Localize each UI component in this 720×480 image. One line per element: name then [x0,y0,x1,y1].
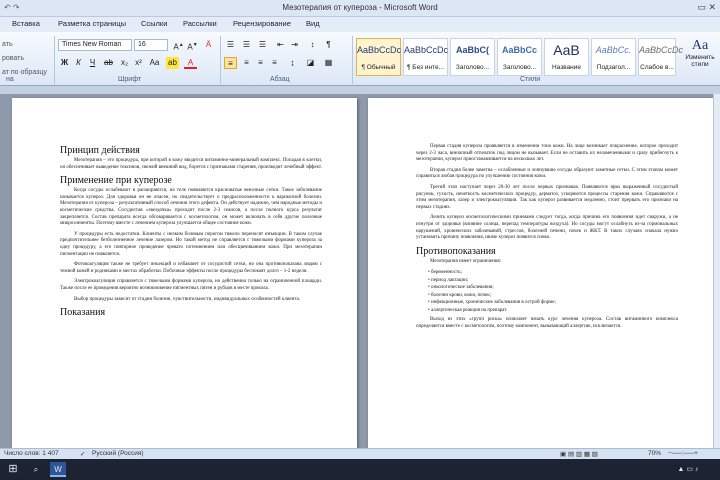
paragraph: Третий этап наступает через 20-30 лет после первых признаков. Появляются ярко выраженный сосудистый рисунок, сухость, нечеткость косметических процедур, дерматоз, ускоряются процессы старения кожи. Справляются с этим мезотерапия, лазер и электрокоагуляция. Так как купероз развивается медленно, стоит прервать его признаки на первых стадиях. [416,184,678,210]
ruler[interactable] [0,86,720,94]
tab-mailings[interactable]: Рассылки [183,19,217,28]
document-page-left[interactable] [12,98,357,448]
paragraph: Мезотерапия – это процедура, при которой в кожу вводится витаминно-минеральный комплекс. Попадая в клетки, он обеспечивает выведение токсинов, свежий внешний вид, борется с признаками старения, производит лечебный эффект. [60,158,322,170]
style-sample: AaBbCc [501,45,537,55]
word-taskbar-icon[interactable]: W [50,462,66,477]
paragraph: Вторая стадия более заметна – ослабленные и лопнувшие сосуды образуют заметные сетки. С этим этапом может справиться любая процедура по улучшению состояния кожи. [416,167,678,180]
heading: Применение при куперозе [60,175,172,187]
align-left-icon[interactable]: ≡ [224,57,237,69]
paragraph: Электрокоагуляция справляется с тяжелыми формами купероза, но действенна только на ограниченной площади. Также после ее проведения вероятно возникновение пигментных пятен и рубцов в месте прокола. [60,279,322,291]
style-name: Название [551,64,582,71]
tab-page-layout[interactable]: Разметка страницы [58,19,127,28]
divider [54,36,55,84]
start-icon[interactable]: ⊞ [8,463,18,475]
align-right-icon[interactable]: ≡ [258,58,263,67]
vertical-scrollbar[interactable] [713,94,720,448]
underline-icon[interactable]: Ч [89,58,96,67]
ribbon-tabs [0,17,720,32]
quick-access-toolbar[interactable]: ↶ ↷ [4,3,20,12]
cut-button[interactable]: ать [2,41,13,48]
highlight-icon[interactable]: ab [166,57,179,69]
style-normal[interactable] [356,38,401,76]
style-sample: AaBbCc. [595,45,632,55]
proofing-icon[interactable]: ✓ [80,451,86,458]
bullets-icon[interactable]: ☰ [226,40,235,49]
paragraph: Выход из этих «групп риска» позволяет начать курс лечения купероза. Состав витаминного комплекса определяется вместе с косметологом, поэтому компонент, вызывающий аллергию, исключается. [416,317,678,329]
paragraph: Когда сосуды ослабевают и расширяются, на теле появляются красноватые венозные сетки. Такое заболевание называется купероз. Для здоровья он не опасен, но свидетельствует о предрасположенности к варикозной болезни. Мезотерапия от купероза – результативный способ лечения этого дефекта. Он действует надежно, чем народные методы и косметические средства. Сосудистая «звездочка» проходит после 2-3 сеансов, а после полного курса результат закрепляется. Состав препарата всегда обговаривается с косметологом, он может включать в себя другие полезные микроэлементы. Поэтому вместе с лечением купероза улучшается общее состояние кожи. [60,188,322,227]
change-case-icon[interactable]: Aa [149,58,160,67]
styles-group-label: Стили [520,76,541,83]
change-styles-button[interactable] [682,38,718,76]
tab-references[interactable]: Ссылки [141,19,168,28]
list-item: • беременность; [428,269,678,277]
justify-icon[interactable]: ≡ [272,58,277,67]
change-styles-label: Изменить стили [685,54,715,68]
line-spacing-icon[interactable]: ↨ [290,58,295,67]
clear-format-icon[interactable]: Ä [205,40,212,49]
font-size-combo[interactable]: 16 [134,39,168,51]
borders-icon[interactable]: ▦ [324,58,333,67]
search-icon[interactable]: ⌕ [33,465,39,474]
numbering-icon[interactable]: ☰ [242,40,251,49]
style-name: Заголово... [455,64,490,71]
window-title: Мезотерапия от купероза - Microsoft Word [282,3,438,12]
multilevel-list-icon[interactable]: ☰ [258,40,267,49]
increase-indent-icon[interactable]: ⇥ [291,40,298,49]
tab-view[interactable]: Вид [306,19,320,28]
status-bar [0,448,720,459]
format-painter-button[interactable]: ат по образцу [2,69,47,76]
style-name: Слабое в... [640,64,674,71]
show-marks-icon[interactable]: ¶ [326,40,331,49]
change-styles-icon: Aa [691,38,709,53]
paragraph: У процедуры есть недостатки. Клиенты с низким болевым порогом тяжело переносят инъекции. В таком случае предпочтительнее безболезненное лечение лазером. Но такой метод не справляется с тяжелыми формами купероза за одну процедуру, а его повторное проведение чревато потемнением или обесцвечиванием кожи. При мезотерапии пигментации не появляется. [60,231,322,257]
superscript-icon[interactable]: x² [135,58,142,67]
copy-button[interactable]: ровать [2,55,25,62]
system-tray: ▲ ▭ ♪ [677,466,699,473]
clipboard-group-label: на [6,76,14,83]
style-sample: AaB [553,42,580,58]
list-item: • инфекционные, хронические заболевания в острой форме; [428,299,678,307]
list-item: • болезни крови, кожи, почек; [428,292,678,300]
taskbar [0,459,720,480]
language-indicator[interactable]: Русский (Россия) [92,450,144,457]
style-heading-2[interactable] [497,38,542,76]
heading: Принцип действия [60,145,140,156]
document-page-right[interactable] [368,98,713,448]
paragraph: Первая стадия купероза проявляется в изменении тона кожи. На лице возникает покраснение, которое проходит через 2-3 часа, внезапный отпечаток под лицом не вызывает. Если не оставить их незамеченными и сразу прибегнуть к мезотерапии, купероз приостанавливается на несколько лет. [416,144,678,163]
style-subtle-emphasis[interactable] [638,38,684,76]
font-name-combo[interactable]: Times New Roman [58,39,132,51]
style-title[interactable] [544,38,589,76]
subscript-icon[interactable]: x₂ [120,58,129,67]
bold-icon[interactable]: Ж [60,58,69,67]
paragraph-group-label: Абзац [270,76,290,83]
heading: Противопоказания [416,245,496,257]
paragraph: Лечить купероз косметологическими приемами следует тогда, когда причина его появления идет снаружи, а не изнутри от здоровья (влияние солнца, перепад температуры воздуха). Но сосуды могут ослабнуть из-за гормональных нарушений, хронических заболеваний, стрессов, болезней печени, почек и ЖКТ. В таких случаях сначала нужно установить причину появления, иначе купероз появится снова. [416,215,678,241]
window-controls[interactable]: ▭ ✕ [697,2,716,12]
tab-review[interactable]: Рецензирование [233,19,291,28]
style-name: ¶ Без инте... [407,64,444,71]
style-sample: AaBbCcDc [639,45,684,55]
style-sample: AaBbC( [456,45,489,55]
style-name: Подзагол... [596,64,631,71]
font-group-label: Шрифт [118,76,142,83]
style-name: ¶ Обычный [361,64,396,71]
italic-icon[interactable]: К [76,58,81,67]
style-no-spacing[interactable] [403,38,448,76]
heading: Показания [60,307,106,319]
divider [220,36,221,84]
view-buttons[interactable]: ▣ ▤ ▥ ▦ ▧ [560,451,598,458]
tab-insert[interactable]: Вставка [12,19,40,28]
list-item: • аллергическая реакция на препарат. [428,307,678,315]
align-center-icon[interactable]: ≡ [244,58,249,67]
style-heading-1[interactable] [450,38,495,76]
paragraph: Фотокоагуляция также не требует инъекций и избавляет от сосудистой сетки, но она противопоказана людям с темной кожей и родинками в местах обработки. Побочные эффекты после процедуры беспокоят долго – 1-2 недели. [60,262,322,274]
style-sample: AaBbCcDc [357,45,402,55]
title-bar [0,0,720,17]
shading-icon[interactable]: ◪ [306,58,315,67]
decrease-indent-icon[interactable]: ⇤ [277,40,284,49]
list-item: • период лактации; [428,277,678,285]
paragraph: Мезотерапия имеет ограничения: [430,258,502,264]
sort-icon[interactable]: ↕ [310,40,315,49]
ribbon [0,32,720,86]
zoom-level[interactable]: 70% [648,450,662,457]
style-name: Заголово... [502,64,537,71]
word-count[interactable]: Число слов: 1 407 [4,450,59,457]
paragraph: Выбор процедуры зависит от стадии болезни, чувствительности, индивидуальных особенностей клиента. [74,296,301,302]
strikethrough-icon[interactable]: ab [104,58,113,67]
divider [352,36,353,84]
style-sample: AaBbCcDc [404,45,449,55]
zoom-slider[interactable]: −──○──+ [668,450,698,457]
clipboard-group [2,38,47,80]
font-color-icon[interactable]: A [184,57,197,69]
shrink-font-icon[interactable]: A▼ [187,42,198,52]
bullet-list [428,269,678,314]
grow-font-icon[interactable]: A▲ [173,42,184,52]
list-item: • онкологические заболевания; [428,284,678,292]
style-subtitle[interactable] [591,38,636,76]
